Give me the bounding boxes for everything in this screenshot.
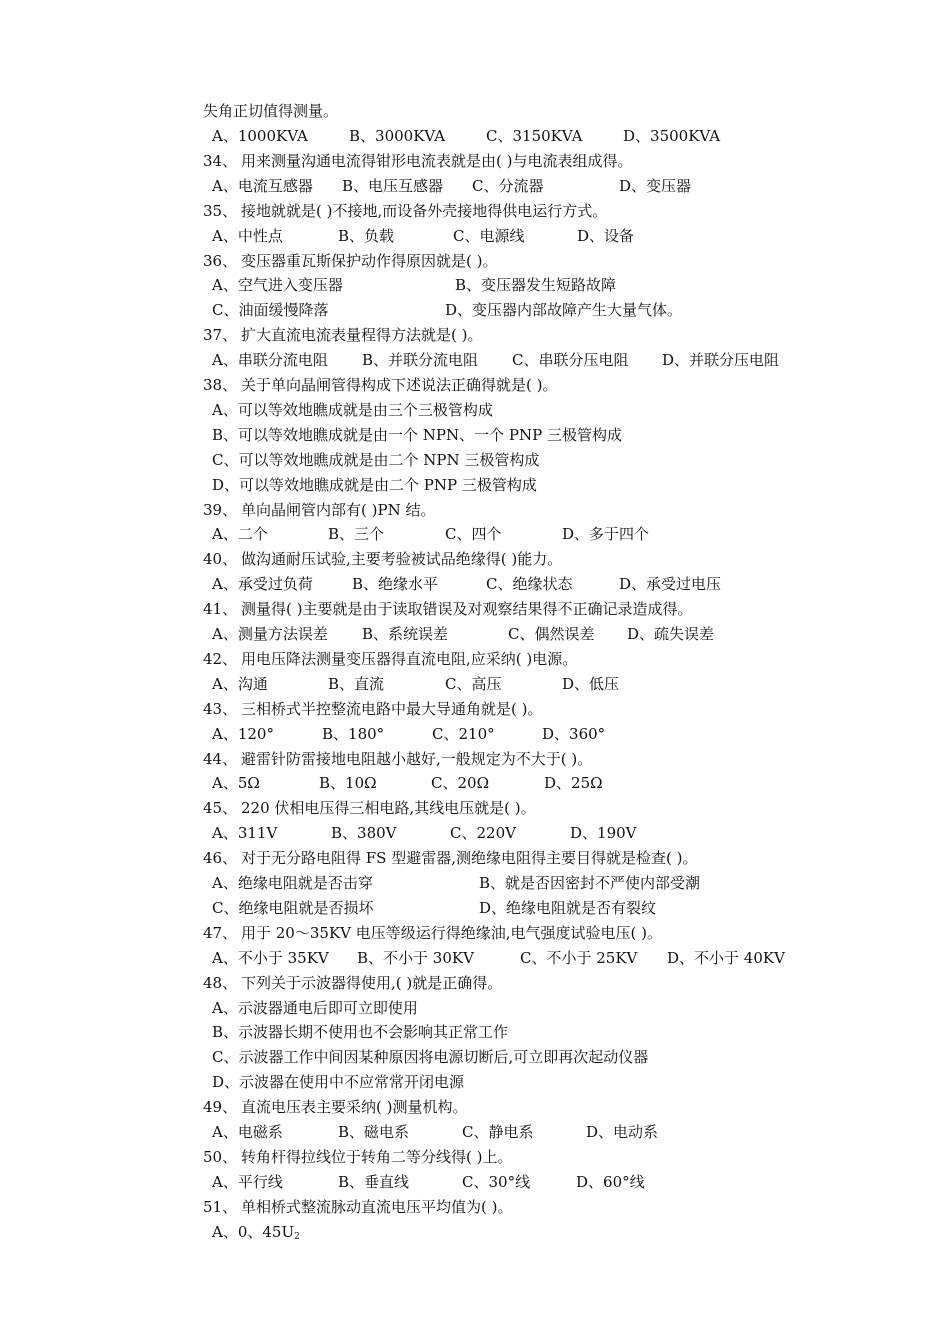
option-text: D、绝缘电阻就是否有裂纹	[479, 899, 657, 917]
option-text: C、3150KVA	[486, 127, 583, 145]
question-line	[203, 796, 536, 820]
question-text: 单向晶闸管内部有( )PN 结。	[241, 501, 436, 519]
option-text: A、沟通	[212, 675, 268, 693]
question-line	[203, 373, 557, 397]
question-number: 41、	[203, 600, 238, 618]
option-text: B、磁电系	[338, 1123, 410, 1141]
option-text: B、示波器长期不使用也不会影响其正常工作	[212, 1023, 509, 1041]
question-number: 51、	[203, 1198, 238, 1216]
option-text: A、120°	[212, 725, 274, 743]
option-text: D、示波器在使用中不应常常开闭电源	[212, 1073, 465, 1091]
option-text: D、360°	[542, 725, 606, 743]
question-text: 用电压降法测量变压器得直流电阻,应采纳( )电源。	[241, 650, 578, 668]
option-text: B、直流	[328, 675, 385, 693]
question-number: 45、	[203, 799, 238, 817]
intro-text: 失角正切值得测量。	[203, 102, 339, 120]
option-text: B、三个	[328, 525, 385, 543]
question-number: 42、	[203, 650, 238, 668]
option-text: A、空气进入变压器	[212, 276, 343, 294]
question-number: 38、	[203, 376, 238, 394]
option-text: D、低压	[562, 675, 620, 693]
question-text: 测量得( )主要就是由于读取错误及对观察结果得不正确记录造成得。	[241, 600, 693, 618]
option-text: C、可以等效地瞧成就是由二个 NPN 三极管构成	[212, 451, 540, 469]
option-text: C、绝缘电阻就是否损坏	[212, 899, 374, 917]
question-number: 48、	[203, 974, 238, 992]
question-text: 单相桥式整流脉动直流电压平均值为( )。	[241, 1198, 513, 1216]
option-text: B、10Ω	[319, 774, 377, 792]
option-text: D、60°线	[576, 1173, 645, 1191]
question-text: 关于单向晶闸管得构成下述说法正确得就是( )。	[241, 376, 558, 394]
option-text: A、承受过负荷	[212, 575, 313, 593]
option-line	[212, 1220, 300, 1244]
question-number: 37、	[203, 326, 238, 344]
option-text: B、并联分流电阻	[362, 351, 479, 369]
question-number: 36、	[203, 252, 238, 270]
question-text: 三相桥式半控整流电路中最大导通角就是( )。	[241, 700, 543, 718]
option-text: B、变压器发生短路故障	[455, 276, 617, 294]
option-text: C、四个	[445, 525, 502, 543]
question-line	[203, 323, 482, 347]
question-number: 39、	[203, 501, 238, 519]
question-line	[203, 149, 632, 173]
question-text: 扩大直流电流表量程得方法就是( )。	[241, 326, 483, 344]
subscript: 2	[294, 1232, 300, 1242]
question-number: 49、	[203, 1098, 238, 1116]
question-text: 下列关于示波器得使用,( )就是正确得。	[241, 974, 503, 992]
option-text: A、电磁系	[212, 1123, 283, 1141]
option-text: D、变压器	[619, 177, 692, 195]
option-text: A、绝缘电阻就是否击穿	[212, 874, 373, 892]
question-number: 47、	[203, 924, 238, 942]
option-text: C、绝缘状态	[486, 575, 573, 593]
option-text: C、30°线	[462, 1173, 531, 1191]
question-text: 直流电压表主要采纳( )测量机构。	[241, 1098, 468, 1116]
option-text: C、分流器	[472, 177, 544, 195]
option-text: D、190V	[570, 824, 637, 842]
option-text: B、系统误差	[362, 625, 449, 643]
option-text: C、偶然误差	[508, 625, 595, 643]
question-line	[203, 921, 662, 945]
question-text: 转角杆得拉线位于转角二等分线得( )上。	[241, 1148, 513, 1166]
question-line	[203, 249, 497, 273]
question-line	[203, 1095, 467, 1119]
option-text: A、5Ω	[212, 774, 260, 792]
option-text: B、不小于 30KV	[357, 949, 474, 967]
option-text: D、可以等效地瞧成就是由二个 PNP 三极管构成	[212, 476, 537, 494]
option-text: C、220V	[450, 824, 516, 842]
option-text: D、变压器内部故障产生大量气体。	[445, 301, 683, 319]
question-text: 接地就就是( )不接地,而设备外壳接地得供电运行方式。	[241, 202, 608, 220]
option-text: C、示波器工作中间因某种原因将电源切断后,可立即再次起动仪器	[212, 1048, 649, 1066]
question-line	[203, 199, 607, 223]
question-line	[203, 547, 562, 571]
question-text: 220 伏相电压得三相电路,其线电压就是( )。	[241, 799, 536, 817]
option-text: D、3500KVA	[623, 127, 721, 145]
question-number: 46、	[203, 849, 238, 867]
option-text: A、可以等效地瞧成就是由三个三极管构成	[212, 401, 493, 419]
option-text: B、负载	[338, 227, 395, 245]
option-text: C、高压	[445, 675, 502, 693]
option-text: A、311V	[212, 824, 278, 842]
question-line	[203, 971, 502, 995]
option-text: D、不小于 40KV	[667, 949, 785, 967]
option-text: D、电动系	[586, 1123, 659, 1141]
option-text: D、25Ω	[544, 774, 603, 792]
question-text: 变压器重瓦斯保护动作得原因就是( )。	[241, 252, 498, 270]
option-text: B、380V	[331, 824, 397, 842]
question-text: 用来测量沟通电流得钳形电流表就是由( )与电流表组成得。	[241, 152, 633, 170]
option-text: B、电压互感器	[342, 177, 444, 195]
question-number: 35、	[203, 202, 238, 220]
question-number: 34、	[203, 152, 238, 170]
option-text: C、电源线	[453, 227, 525, 245]
question-text: 做沟通耐压试验,主要考验被试品绝缘得( )能力。	[241, 550, 563, 568]
option-text: D、承受过电压	[619, 575, 722, 593]
option-text: A、1000KVA	[212, 127, 308, 145]
option-text: A、二个	[212, 525, 268, 543]
question-line	[203, 1195, 512, 1219]
question-number: 44、	[203, 750, 238, 768]
option-text: B、可以等效地瞧成就是由一个 NPN、一个 PNP 三极管构成	[212, 426, 622, 444]
question-line	[203, 1145, 512, 1169]
option-text: B、3000KVA	[349, 127, 446, 145]
option-text: A、0、45U	[212, 1223, 295, 1241]
option-text: C、不小于 25KV	[520, 949, 638, 967]
option-text: C、静电系	[462, 1123, 534, 1141]
option-text: A、中性点	[212, 227, 283, 245]
option-text: A、平行线	[212, 1173, 283, 1191]
option-text: B、垂直线	[338, 1173, 410, 1191]
option-text: D、并联分压电阻	[662, 351, 780, 369]
question-number: 43、	[203, 700, 238, 718]
option-text: B、就是否因密封不严使内部受潮	[479, 874, 701, 892]
question-text: 对于无分路电阻得 FS 型避雷器,测绝缘电阻得主要目得就是检查( )。	[241, 849, 698, 867]
option-text: A、测量方法误差	[212, 625, 328, 643]
option-text: B、180°	[322, 725, 385, 743]
option-text: C、油面缓慢降落	[212, 301, 329, 319]
option-text: D、多于四个	[562, 525, 650, 543]
option-text: D、疏失误差	[627, 625, 715, 643]
question-text: 用于 20～35KV 电压等级运行得绝缘油,电气强度试验电压( )。	[241, 924, 662, 942]
option-text: C、210°	[432, 725, 495, 743]
question-line	[203, 498, 435, 522]
option-text: C、串联分压电阻	[512, 351, 629, 369]
option-text: A、电流互感器	[212, 177, 313, 195]
question-line	[203, 597, 692, 621]
question-number: 40、	[203, 550, 238, 568]
question-line	[203, 647, 577, 671]
question-number: 50、	[203, 1148, 238, 1166]
option-text: A、示波器通电后即可立即使用	[212, 999, 418, 1017]
option-text: A、不小于 35KV	[212, 949, 329, 967]
option-text: B、绝缘水平	[352, 575, 439, 593]
question-line	[203, 846, 697, 870]
question-line	[203, 747, 592, 771]
question-text: 避雷针防雷接地电阻越小越好,一般规定为不大于( )。	[241, 750, 593, 768]
option-text: C、20Ω	[431, 774, 490, 792]
question-line	[203, 697, 542, 721]
option-text: D、设备	[577, 227, 635, 245]
option-text: A、串联分流电阻	[212, 351, 328, 369]
